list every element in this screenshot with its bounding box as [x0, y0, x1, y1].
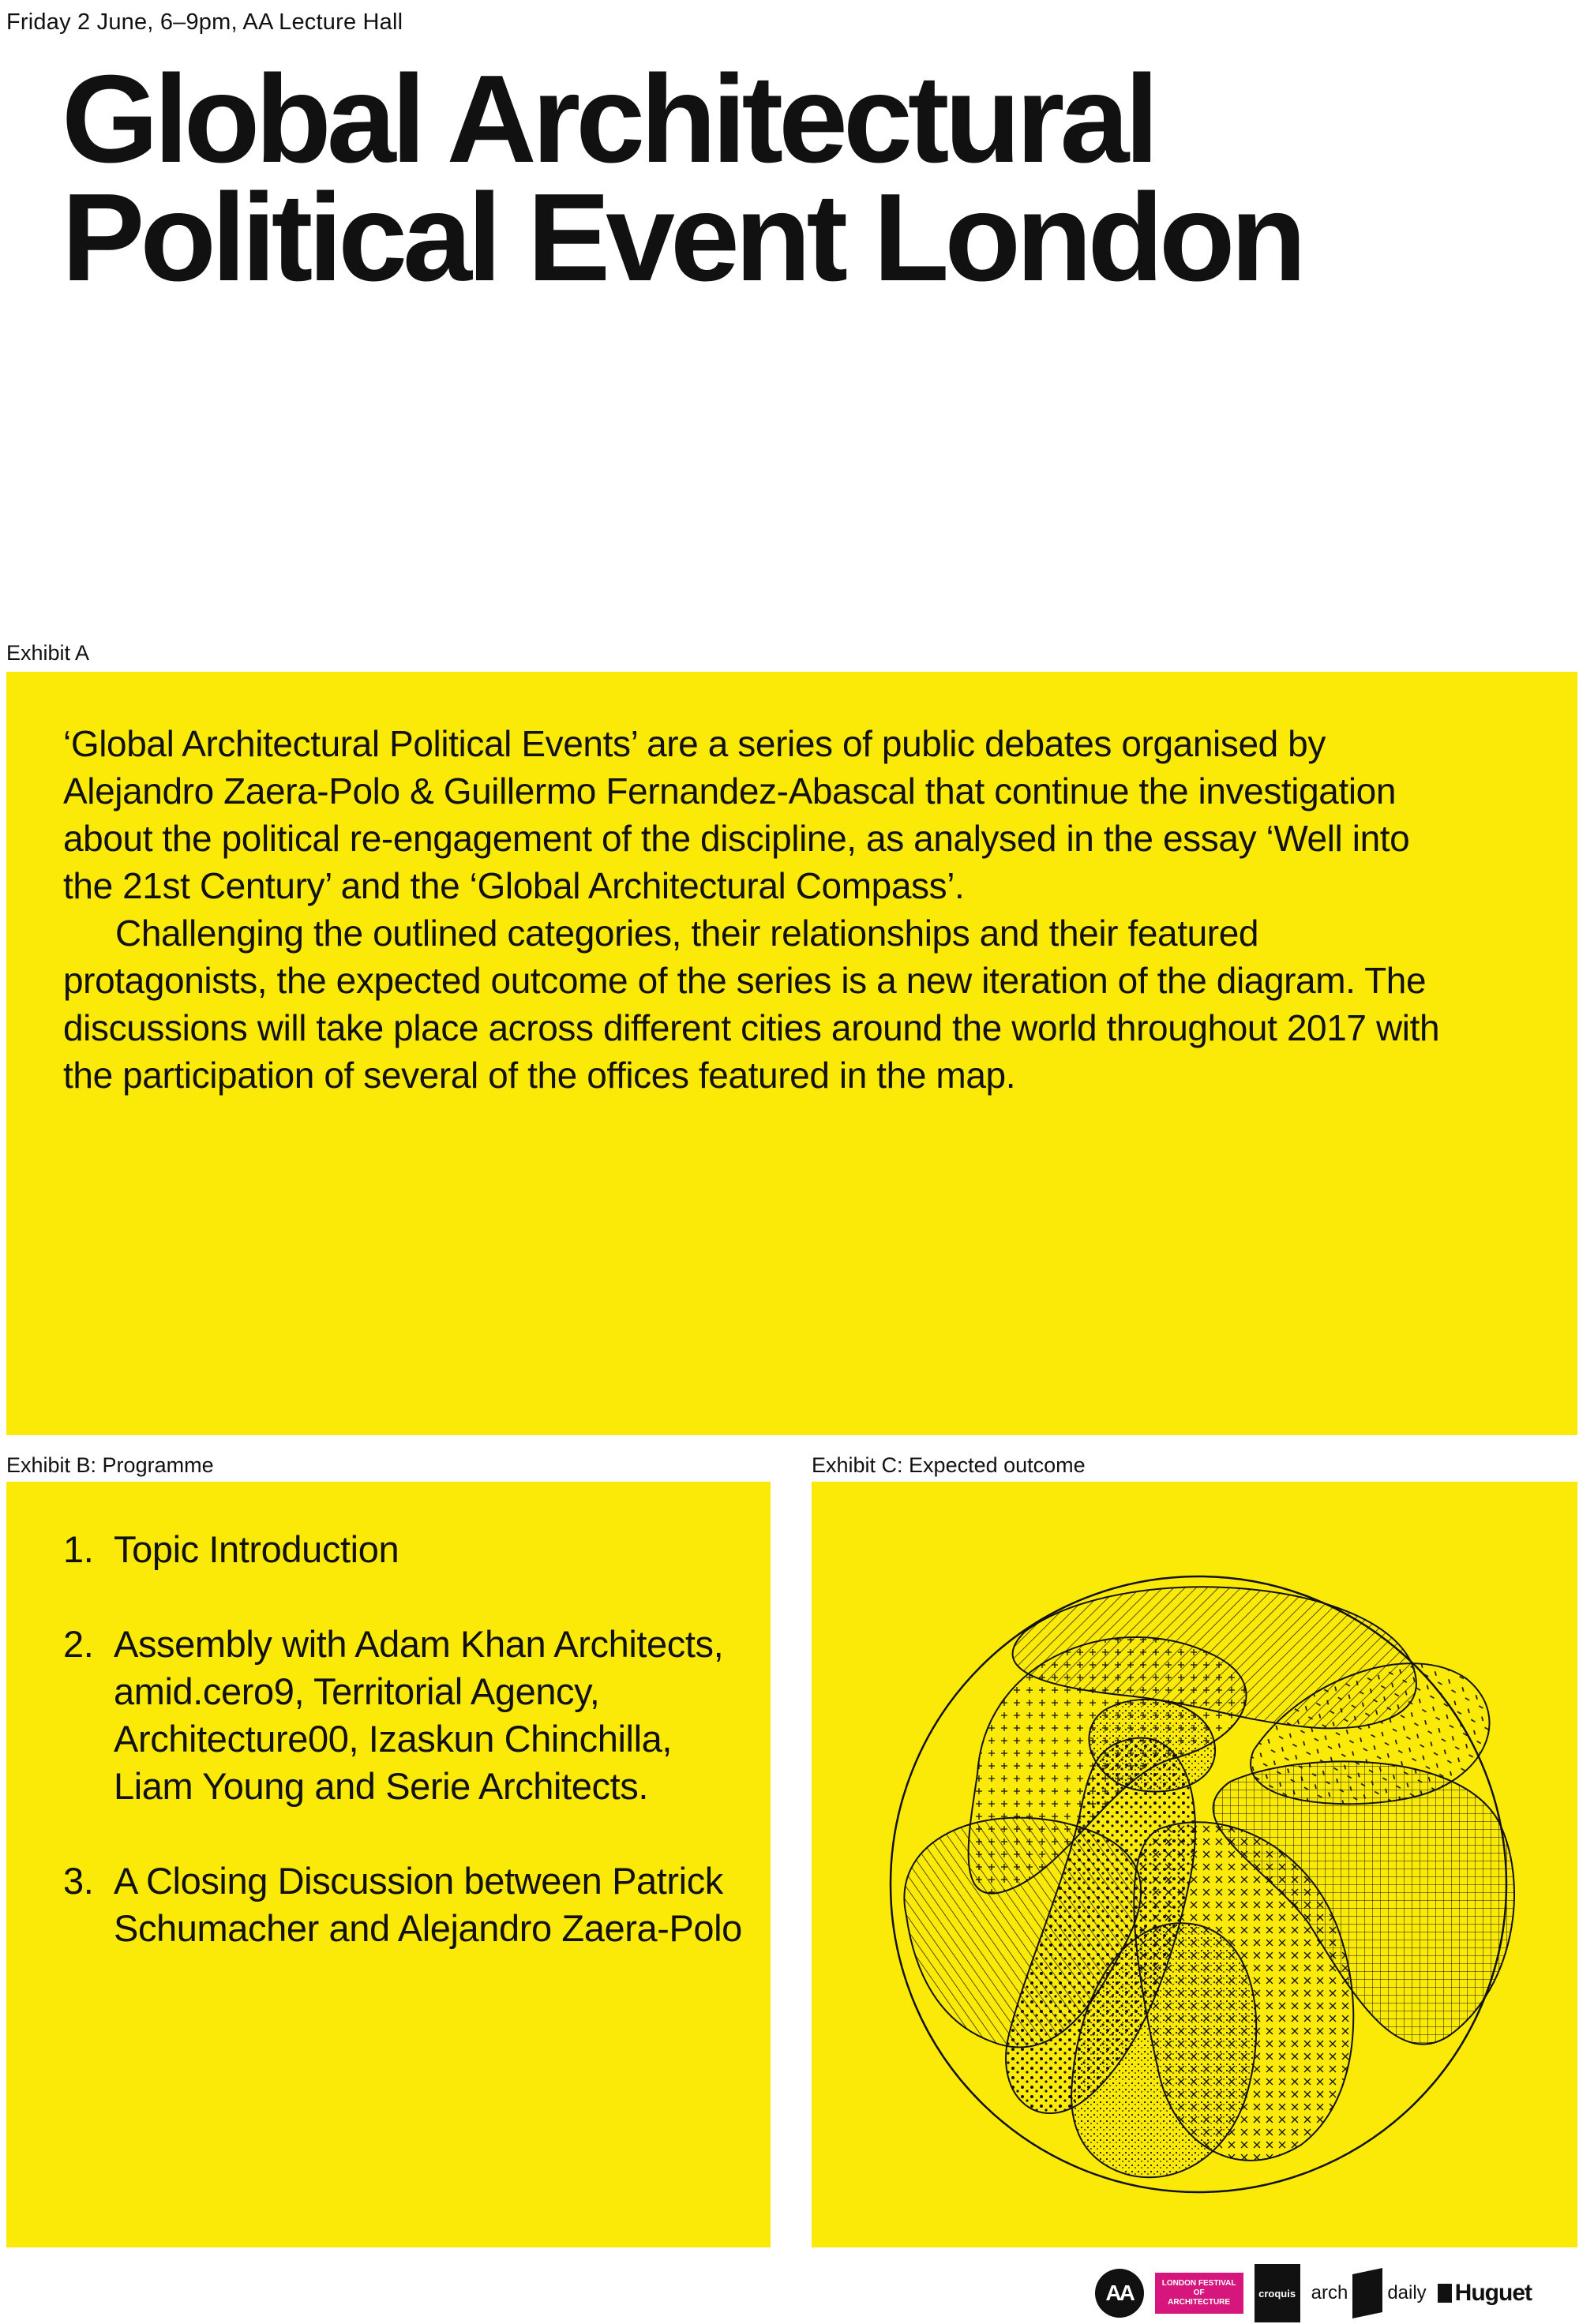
- programme-item-number: 2.: [63, 1623, 94, 1665]
- exhibit-a-panel: [6, 672, 1577, 1435]
- huguet-logo-text: Huguet: [1454, 2280, 1532, 2306]
- archdaily-daily-text: daily: [1387, 2282, 1427, 2303]
- sponsor-logos: [1095, 2266, 1532, 2321]
- programme-item-number: 1.: [63, 1528, 94, 1570]
- croquis-logo: croquis: [1255, 2264, 1300, 2322]
- programme-item-text: Topic Introduction: [114, 1528, 399, 1570]
- programme-item-number: 3.: [63, 1860, 94, 1902]
- programme-item-text: A Closing Discussion between Patrick Schumacher and Alejandro Zaera-Polo: [114, 1860, 742, 1949]
- huguet-square-icon: [1438, 2284, 1452, 2303]
- archdaily-arch-text: arch: [1311, 2282, 1348, 2303]
- exhibit-c-label: Exhibit C: Expected outcome: [812, 1453, 1086, 1477]
- programme-item-text: Assembly with Adam Khan Architects, amid.cero9, Territorial Agency, Architecture00, Izaskun Chinchilla, Liam Young and Serie Architects.: [114, 1623, 724, 1807]
- aa-logo: AA: [1095, 2269, 1144, 2318]
- intro-text: [63, 720, 1468, 1099]
- exhibit-c-panel: [812, 1482, 1577, 2247]
- lfa-logo-line-1: LONDON FESTIVAL OF: [1161, 2279, 1236, 2297]
- programme-item: [63, 1857, 745, 1952]
- lfa-logo: [1155, 2273, 1243, 2314]
- archdaily-mark-icon: [1352, 2268, 1382, 2318]
- title-line-1: Global Architectural: [62, 50, 1155, 189]
- intro-paragraph-1: ‘Global Architectural Political Events’ are a series of public debates organised by Alejandro Zaera-Polo & Guillermo Fernandez-Abascal that continue the investigation about the political re-engagement of the discipline, as analysed in the essay ‘Well into the 21st Century’ and the ‘Global Architectural Compass’.: [63, 723, 1410, 906]
- intro-paragraph-2: Challenging the outlined categories, their relationships and their featured protagonists, the expected outcome of the series is a new iteration of the diagram. The discussions will take place across different cities around the world throughout 2017 with the participation of several of the offices featured in the map.: [63, 913, 1440, 1096]
- event-meta: Friday 2 June, 6–9pm, AA Lecture Hall: [6, 9, 403, 35]
- archdaily-logo: [1311, 2271, 1427, 2315]
- lfa-logo-line-2: ARCHITECTURE: [1168, 2298, 1231, 2307]
- huguet-logo: [1438, 2280, 1532, 2307]
- exhibit-b-panel: [6, 1482, 771, 2247]
- page-title: [62, 50, 1302, 307]
- exhibit-a-label: Exhibit A: [6, 641, 90, 665]
- programme-item: [63, 1526, 745, 1573]
- compass-diagram: [859, 1545, 1538, 2208]
- programme-item: [63, 1621, 745, 1810]
- title-line-2: Political Event London: [62, 168, 1302, 307]
- programme-list: [63, 1526, 745, 2000]
- exhibit-b-label: Exhibit B: Programme: [6, 1453, 214, 1477]
